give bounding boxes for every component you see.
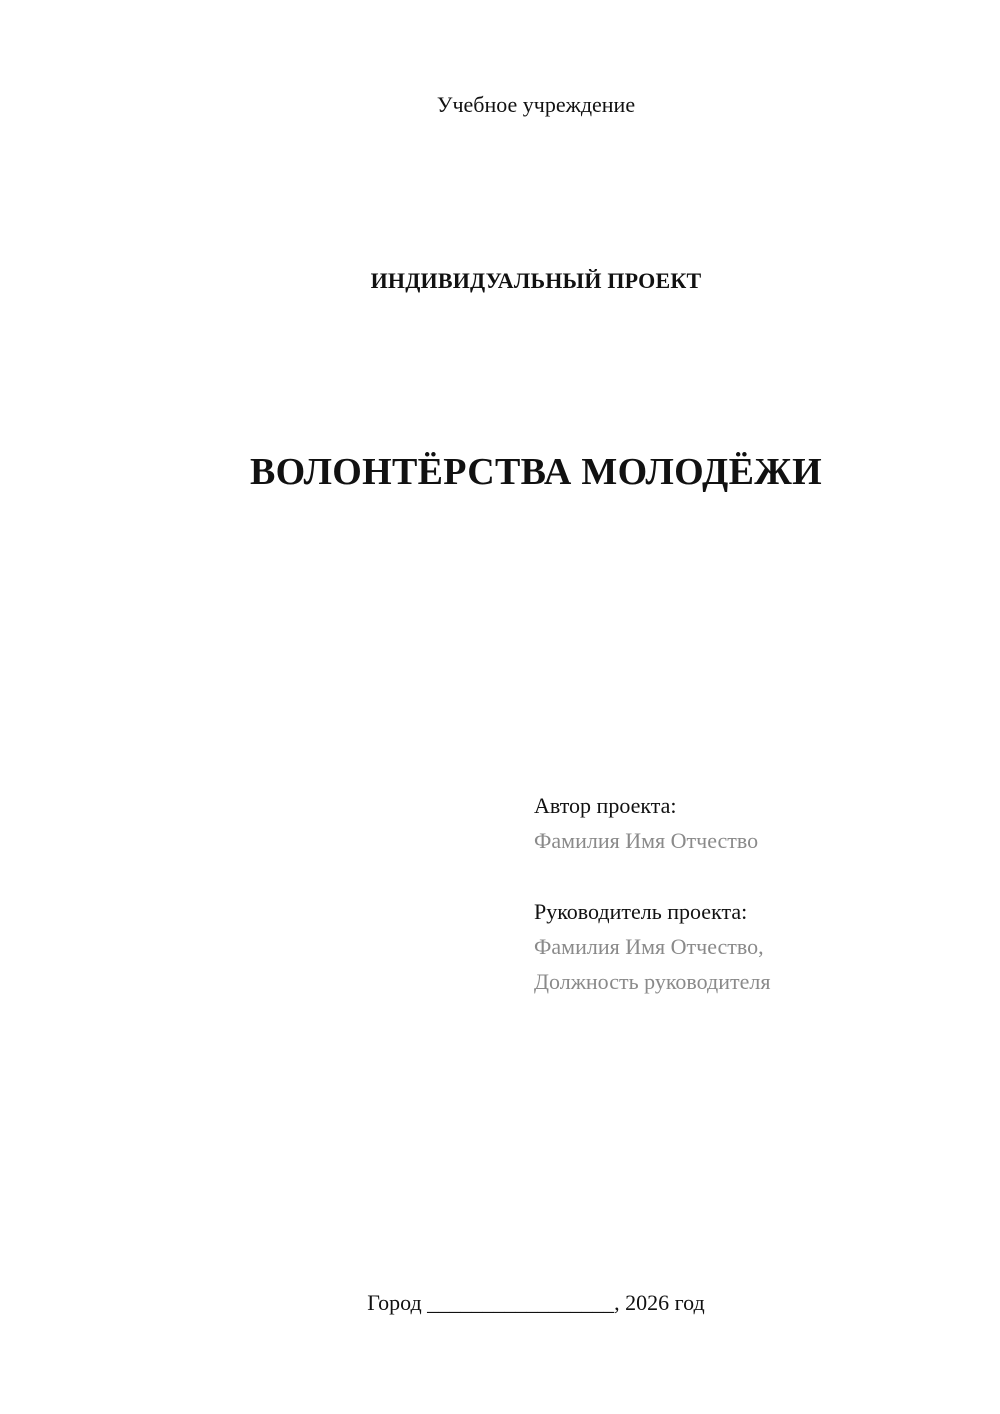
spacer — [534, 858, 974, 894]
institution-name: Учебное учреждение — [436, 92, 636, 117]
project-info-block — [534, 788, 974, 999]
supervisor-name: Фамилия Имя Отчество, — [534, 934, 764, 959]
document-type-heading: ИНДИВИДУАЛЬНЫЙ ПРОЕКТ — [370, 268, 702, 293]
supervisor-label: Руководитель проекта: — [534, 899, 748, 924]
author-name: Фамилия Имя Отчество — [534, 828, 759, 853]
city-year-footer: Город _________________, 2026 год — [367, 1290, 705, 1315]
author-label: Автор проекта: — [534, 793, 677, 818]
project-title: ВОЛОНТЁРСТВА МОЛОДЁЖИ — [250, 451, 822, 493]
supervisor-position: Должность руководителя — [534, 969, 771, 994]
